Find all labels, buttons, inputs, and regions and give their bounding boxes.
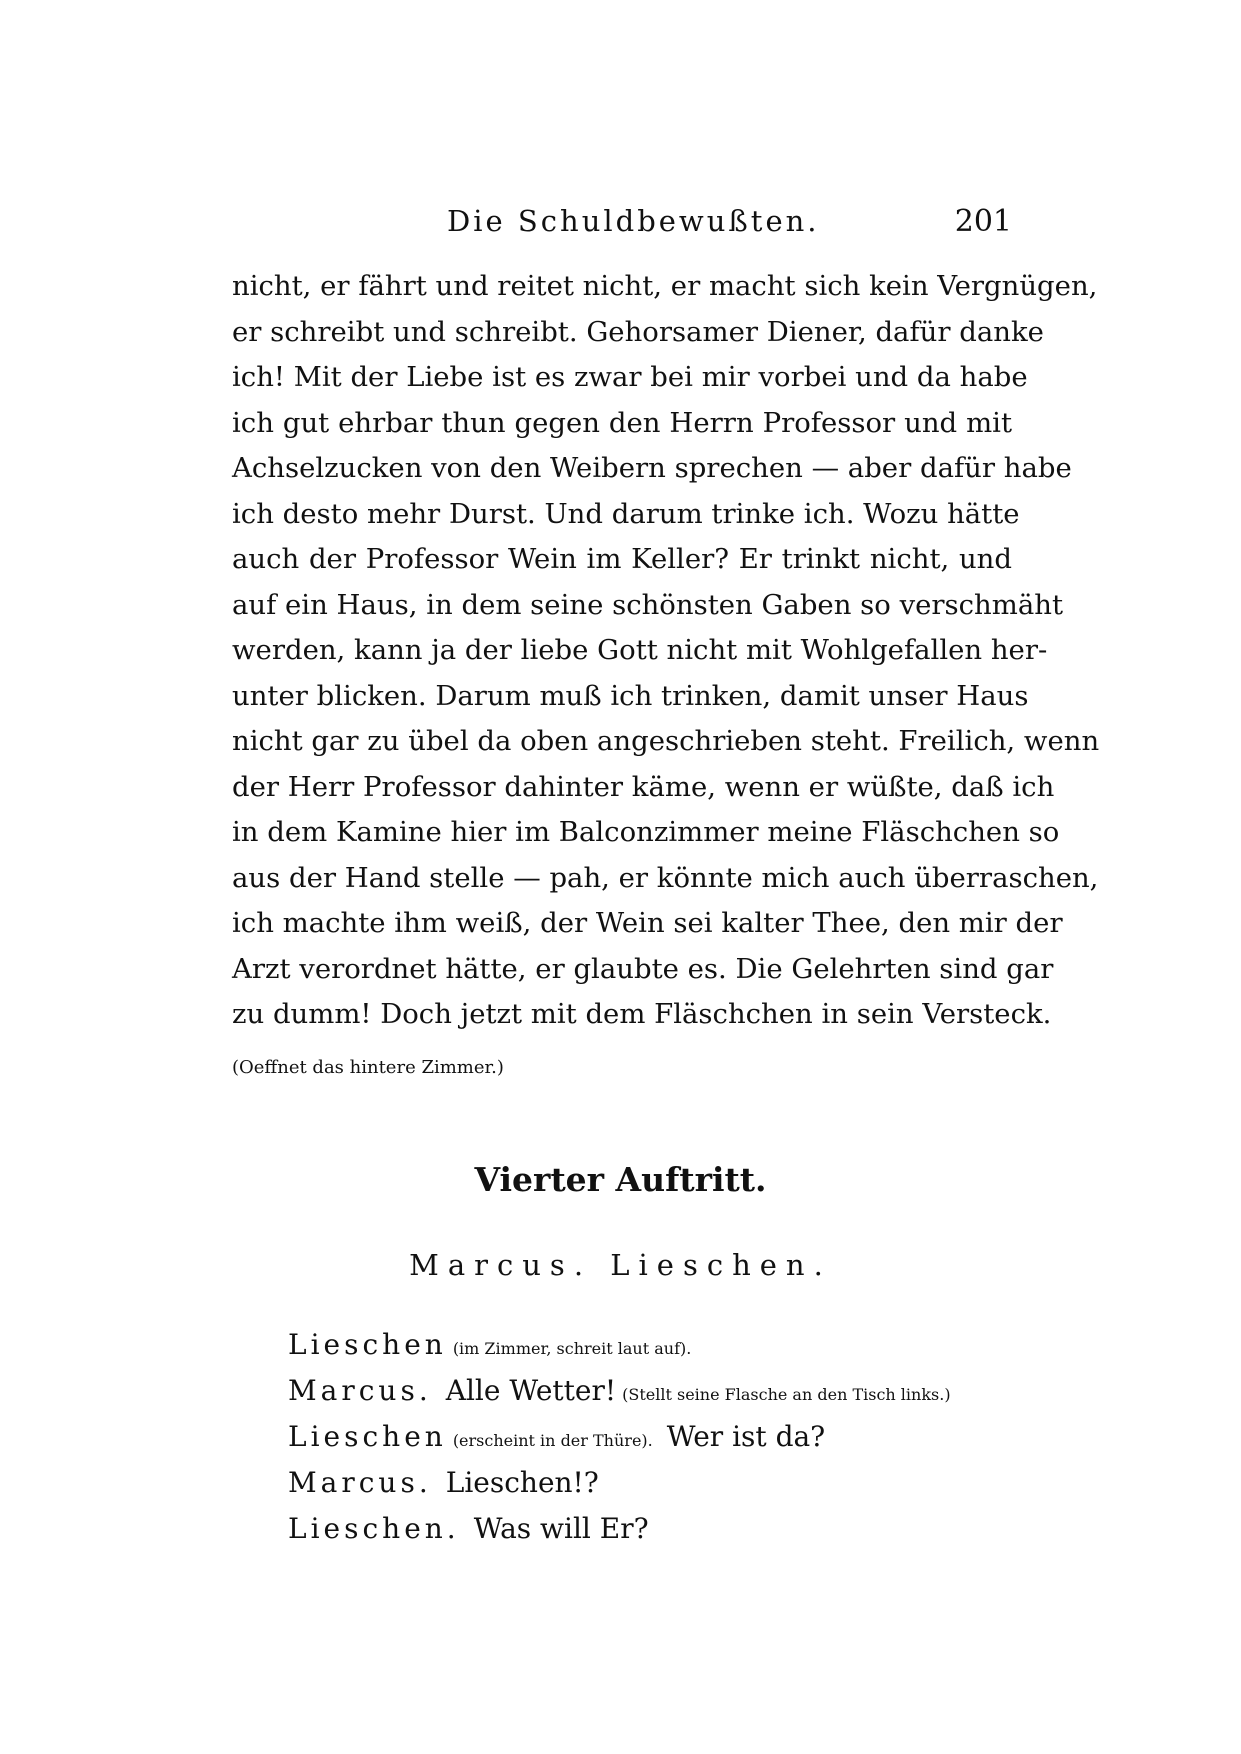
text-line: in dem Kamine hier im Balconzimmer meine Fläschchen so (232, 816, 1060, 848)
running-title: Die Schuldbewußten. (447, 204, 820, 238)
text-line: ich! Mit der Liebe ist es zwar bei mir vorbei und da habe (232, 361, 1028, 393)
dialogue (288, 1322, 1018, 1552)
text-line: auch der Professor Wein im Keller? Er trinkt nicht, und (232, 543, 1012, 575)
dialogue-line (288, 1460, 1018, 1506)
stage-direction-inline: (erscheint in der Thüre). (452, 1431, 653, 1450)
monologue-text (232, 264, 1100, 1038)
text-line: aus der Hand stelle — pah, er könnte mich auch überraschen, (232, 861, 1099, 894)
speaker-name: Marcus. (288, 1466, 432, 1499)
text-line: Arzt verordnet hätte, er glaubte es. Die Gelehrten sind gar (232, 952, 1054, 985)
text-line: er schreibt und schreibt. Gehorsamer Diener, dafür danke (232, 315, 1044, 348)
text-line: der Herr Professor dahinter käme, wenn er wüßte, daß ich (232, 770, 1055, 803)
speech-text: Lieschen!? (445, 1466, 599, 1499)
speech-text: Was will Er? (473, 1512, 649, 1545)
page-number: 201 (954, 204, 1012, 239)
dialogue-line (288, 1368, 1018, 1414)
text-line: ich machte ihm weiß, der Wein sei kalter Thee, den mir der (232, 907, 1063, 939)
stage-direction-inline: (im Zimmer, schreit laut auf). (452, 1339, 692, 1358)
text-line: ich desto mehr Durst. Und darum trinke ich. Wozu hätte (232, 497, 1020, 530)
speaker-name: Lieschen (288, 1420, 447, 1453)
speaker-name: Lieschen (288, 1328, 447, 1361)
speech-text: Alle Wetter! (445, 1374, 617, 1407)
speech-text: Wer ist da? (666, 1420, 826, 1453)
speaker-name: Marcus. (288, 1374, 432, 1407)
speaker-name: Lieschen. (288, 1512, 460, 1545)
dialogue-line (288, 1322, 1018, 1368)
scene-title: Vierter Auftritt. (474, 1160, 767, 1199)
stage-direction: (Oeffnet das hintere Zimmer.) (232, 1057, 504, 1078)
text-line: auf ein Haus, in dem seine schönsten Gaben so verschmäht (232, 588, 1063, 621)
text-line: werden, kann ja der liebe Gott nicht mit Wohlgefallen her- (232, 634, 1048, 666)
stage-direction-inline: (Stellt seine Flasche an den Tisch links.) (622, 1385, 951, 1404)
page-header (232, 200, 1012, 250)
text-line: nicht, er fährt und reitet nicht, er macht sich kein Vergnügen, (232, 270, 1098, 302)
scene-characters: Marcus. Lieschen. (409, 1248, 832, 1282)
text-line: ich gut ehrbar thun gegen den Herrn Professor und mit (232, 406, 1012, 439)
text-line: unter blicken. Darum muß ich trinken, damit unser Haus (232, 679, 1029, 712)
dialogue-line (288, 1506, 1018, 1552)
dialogue-line (288, 1414, 1018, 1460)
text-line: Achselzucken von den Weibern sprechen — aber dafür habe (232, 452, 1072, 484)
text-line: zu dumm! Doch jetzt mit dem Fläschchen in sein Versteck. (232, 998, 1052, 1030)
text-line: nicht gar zu übel da oben angeschrieben steht. Freilich, wenn (232, 725, 1100, 757)
